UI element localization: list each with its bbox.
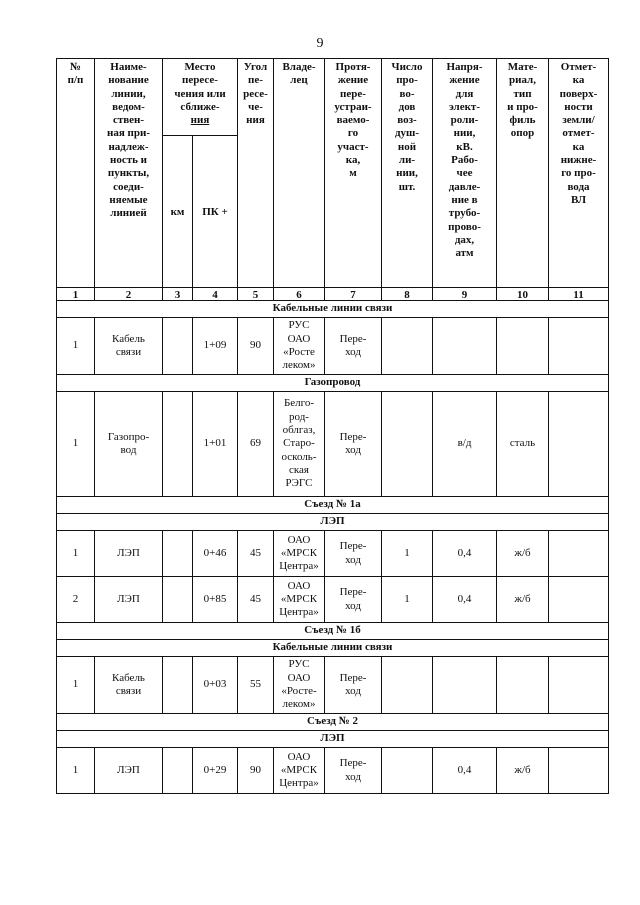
table-cell: Пере- ход xyxy=(325,577,382,623)
table-cell xyxy=(163,577,193,623)
section-heading: Съезд № 1б xyxy=(57,623,609,640)
header-number: № п/п xyxy=(57,59,95,288)
column-number-cell: 7 xyxy=(325,288,382,301)
section-heading-row xyxy=(57,497,609,514)
section-heading: ЛЭП xyxy=(57,514,609,531)
header-angle: Угол пе- ресе- че- ния xyxy=(238,59,274,288)
page-number: 9 xyxy=(316,36,324,51)
column-number-cell: 10 xyxy=(497,288,549,301)
table-cell: 0+29 xyxy=(193,748,238,794)
header-wire-count: Число про- во- дов воз- душ- ной ли- нии, шт. xyxy=(382,59,433,288)
table-cell xyxy=(497,318,549,375)
column-number-cell: 4 xyxy=(193,288,238,301)
section-heading: ЛЭП xyxy=(57,731,609,748)
table-cell: 90 xyxy=(238,748,274,794)
table-cell: ОАО «МРСК Центра» xyxy=(274,748,325,794)
header-place-line: сближе- xyxy=(180,100,220,113)
table-cell: ЛЭП xyxy=(95,577,163,623)
table-cell: 2 xyxy=(57,577,95,623)
table-cell: Пере- ход xyxy=(325,318,382,375)
table-cell: 1 xyxy=(382,531,433,577)
header-owner: Владе- лец xyxy=(274,59,325,288)
section-heading: Газопровод xyxy=(57,375,609,392)
section-heading-row xyxy=(57,514,609,531)
section-heading-row xyxy=(57,714,609,731)
table-cell xyxy=(382,392,433,497)
table-cell xyxy=(163,657,193,714)
table-cell: 1+09 xyxy=(193,318,238,375)
section-heading-row xyxy=(57,375,609,392)
table-cell: Пере- ход xyxy=(325,657,382,714)
crossings-table xyxy=(56,58,609,794)
table-cell: 0+03 xyxy=(193,657,238,714)
header-line-name: Наиме- нование линии, ведом- ствен- ная при- надлеж- ность и пункты, соеди- няемые линией xyxy=(95,59,163,288)
table-cell: 1 xyxy=(57,657,95,714)
table-cell: 90 xyxy=(238,318,274,375)
header-place xyxy=(163,59,238,136)
table-cell: РУС ОАО «Росте леком» xyxy=(274,318,325,375)
table-cell xyxy=(433,657,497,714)
table-cell: 0+85 xyxy=(193,577,238,623)
table-cell: 0,4 xyxy=(433,577,497,623)
table-cell: 0,4 xyxy=(433,531,497,577)
table-cell: Кабель связи xyxy=(95,318,163,375)
table-cell: ж/б xyxy=(497,577,549,623)
header-length: Протя- жение пере- устраи- ваемо- го участ- ка, м xyxy=(325,59,382,288)
table-cell: 0+46 xyxy=(193,531,238,577)
table-body xyxy=(57,301,609,794)
table-cell: 69 xyxy=(238,392,274,497)
column-number-cell: 9 xyxy=(433,288,497,301)
column-number-cell: 6 xyxy=(274,288,325,301)
header-place-line: чения или xyxy=(174,87,226,100)
table-cell: ОАО «МРСК Центра» xyxy=(274,577,325,623)
table-cell: Белго- род- облгаз, Старо- осколь- ская РЭГС xyxy=(274,392,325,497)
table-cell: 45 xyxy=(238,531,274,577)
table-cell: 55 xyxy=(238,657,274,714)
table-cell: Кабель связи xyxy=(95,657,163,714)
table-cell: Пере- ход xyxy=(325,392,382,497)
table-cell: Пере- ход xyxy=(325,748,382,794)
column-number-cell: 8 xyxy=(382,288,433,301)
column-number-cell: 5 xyxy=(238,288,274,301)
table-row xyxy=(57,531,609,577)
table-cell: ЛЭП xyxy=(95,531,163,577)
section-heading-row xyxy=(57,301,609,318)
header-place-line: пересе- xyxy=(182,74,218,87)
header-place-underlined-line: ния xyxy=(190,114,210,127)
table-cell xyxy=(163,318,193,375)
table-cell xyxy=(433,318,497,375)
table-cell: ж/б xyxy=(497,748,549,794)
column-number-cell: 2 xyxy=(95,288,163,301)
section-heading-row xyxy=(57,623,609,640)
table-cell: 1 xyxy=(57,748,95,794)
table-cell xyxy=(163,392,193,497)
header-elevation: Отмет- ка поверх- ности земли/ отмет- ка нижне- го про- вода ВЛ xyxy=(549,59,609,288)
table-cell: 45 xyxy=(238,577,274,623)
table-row xyxy=(57,318,609,375)
table-cell: 1 xyxy=(57,318,95,375)
table-cell xyxy=(549,657,609,714)
header-km: км xyxy=(163,136,193,288)
table-cell xyxy=(549,748,609,794)
column-number-cell: 1 xyxy=(57,288,95,301)
section-heading: Съезд № 2 xyxy=(57,714,609,731)
table-row xyxy=(57,657,609,714)
table-cell: ж/б xyxy=(497,531,549,577)
table-row xyxy=(57,748,609,794)
column-number-cell: 11 xyxy=(549,288,609,301)
table-cell xyxy=(163,531,193,577)
column-number-row xyxy=(57,288,609,301)
table-cell: 1 xyxy=(57,392,95,497)
table-cell: 1 xyxy=(382,577,433,623)
table-cell: сталь xyxy=(497,392,549,497)
table-row xyxy=(57,392,609,497)
table-cell: Пере- ход xyxy=(325,531,382,577)
table-cell: 0,4 xyxy=(433,748,497,794)
table-cell xyxy=(549,577,609,623)
table-cell xyxy=(497,657,549,714)
table-cell: ОАО «МРСК Центра» xyxy=(274,531,325,577)
table-cell xyxy=(549,392,609,497)
section-heading: Кабельные линии связи xyxy=(57,640,609,657)
table-cell xyxy=(549,318,609,375)
header-pk: ПК + xyxy=(193,136,238,288)
section-heading: Кабельные линии связи xyxy=(57,301,609,318)
table-cell: в/д xyxy=(433,392,497,497)
section-heading-row xyxy=(57,640,609,657)
table-cell: 1 xyxy=(57,531,95,577)
table-row xyxy=(57,577,609,623)
table-cell xyxy=(382,318,433,375)
section-heading-row xyxy=(57,731,609,748)
header-voltage: Напря- жение для элект- роли- нии, кВ. Рабо- чее давле- ние в трубо- прово- дах, атм xyxy=(433,59,497,288)
table-cell: 1+01 xyxy=(193,392,238,497)
table-cell xyxy=(163,748,193,794)
column-number-cell: 3 xyxy=(163,288,193,301)
table-cell xyxy=(382,657,433,714)
table-cell: РУС ОАО «Росте- леком» xyxy=(274,657,325,714)
section-heading: Съезд № 1а xyxy=(57,497,609,514)
header-place-line: Место xyxy=(184,61,216,73)
header-material: Мате- риал, тип и про- филь опор xyxy=(497,59,549,288)
table-cell: Газопро- вод xyxy=(95,392,163,497)
table-cell: ЛЭП xyxy=(95,748,163,794)
table-cell xyxy=(382,748,433,794)
table-cell xyxy=(549,531,609,577)
